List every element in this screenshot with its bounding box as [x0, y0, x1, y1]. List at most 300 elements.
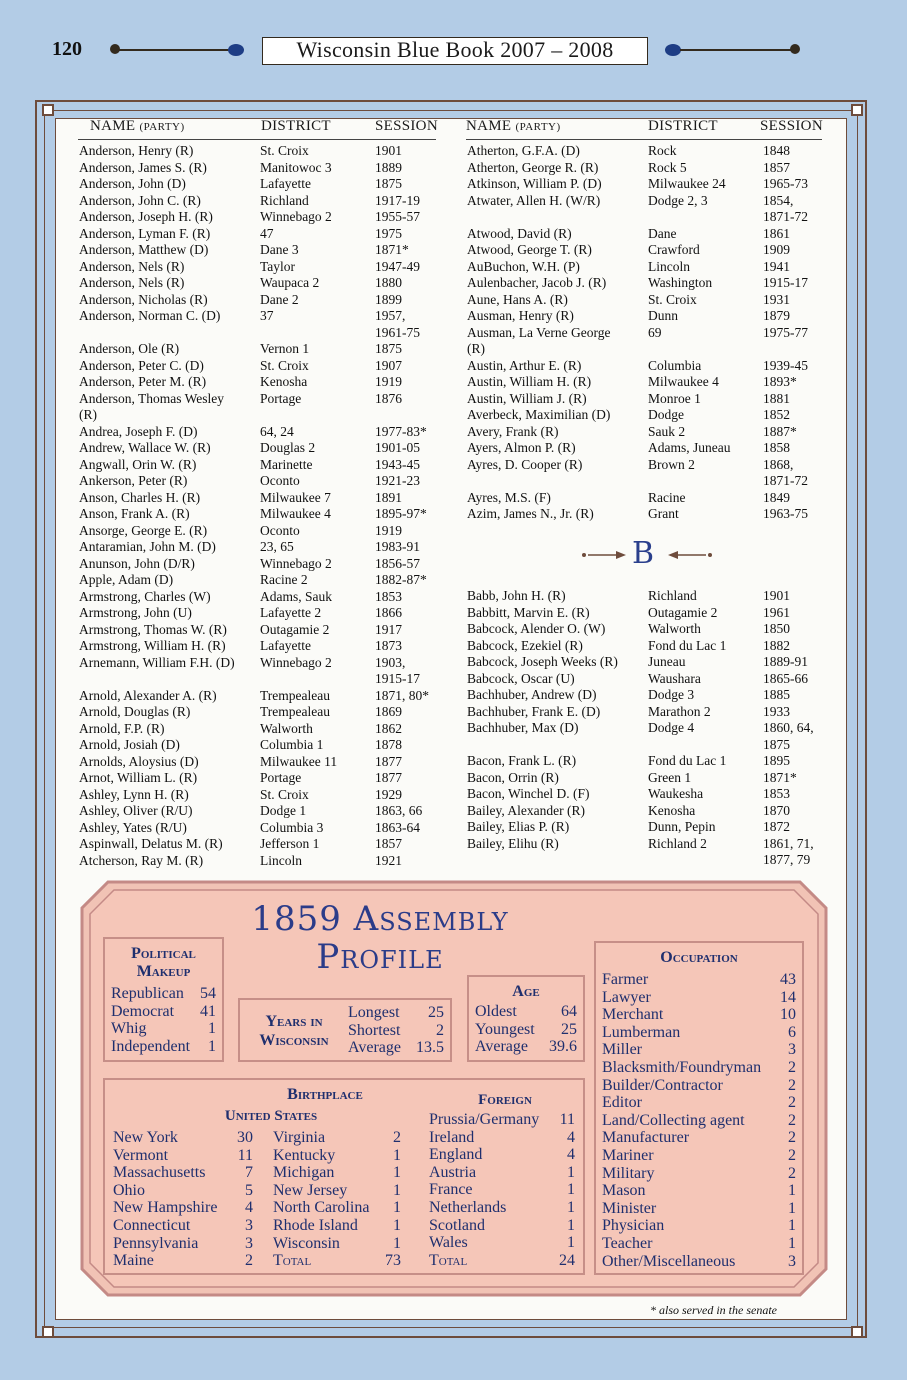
years-list: [348, 1004, 444, 1057]
cell-name: Ausman, La Verne George: [467, 324, 611, 340]
table-row: [79, 160, 459, 177]
cell-name: Armstrong, Charles (W): [79, 588, 211, 604]
cell-name: Arnold, F.P. (R): [79, 720, 165, 736]
cell-name: Ayres, M.S. (F): [467, 489, 551, 505]
cell-name: Babcock, Ezekiel (R): [467, 637, 583, 653]
cell-session: 1957,: [375, 308, 406, 323]
stat-row: [602, 1041, 796, 1059]
stat-value: 24: [559, 1251, 575, 1269]
table-row: [467, 803, 837, 820]
stat-label: Longest: [348, 1004, 400, 1021]
stat-value: 1: [393, 1181, 401, 1199]
table-row: [79, 704, 459, 721]
cell-name: Andrea, Joseph F. (D): [79, 423, 198, 439]
cell-district: Dunn, Pepin: [648, 819, 716, 834]
ornament-diamond: [665, 44, 681, 56]
stat-value: 10: [780, 1006, 796, 1024]
stat-label: Teacher: [602, 1234, 653, 1252]
frame-corner: [851, 1326, 863, 1338]
stat-value: 4: [245, 1199, 253, 1217]
cell-district: Lafayette 2: [260, 605, 322, 620]
cell-name: Atwater, Allen H. (W/R): [467, 192, 601, 208]
col-header-name: NAME (PARTY): [90, 118, 185, 134]
stat-row: [602, 1182, 796, 1200]
cell-session: 1854,: [763, 192, 794, 208]
political-makeup-box: [103, 937, 224, 1062]
stat-label: Editor: [602, 1094, 642, 1112]
cell-session: 1943-45: [375, 456, 420, 472]
cell-name: (R): [467, 341, 485, 356]
stat-row: [111, 1038, 216, 1056]
cell-name: Anson, Frank A. (R): [79, 506, 190, 521]
cell-session: 1961-75: [375, 324, 420, 340]
stat-label: Scotland: [429, 1216, 485, 1234]
cell-session: 1862: [375, 720, 402, 736]
cell-name: Arnot, William L. (R): [79, 770, 198, 785]
cell-session: 1871*: [763, 769, 797, 785]
stat-label: Connecticut: [113, 1216, 191, 1234]
cell-district: 37: [260, 308, 274, 323]
cell-session: 1933: [763, 703, 790, 719]
cell-session: 1915-17: [763, 275, 808, 290]
stat-row: [273, 1147, 401, 1165]
cell-name: (R): [79, 407, 97, 422]
cell-session: 1875: [375, 176, 402, 191]
table-row: [467, 193, 837, 210]
stat-row: [113, 1252, 253, 1270]
us-heading: United States: [224, 1108, 318, 1124]
cell-session: 1871-72: [763, 209, 808, 224]
cell-name: Armstrong, Thomas W. (R): [79, 621, 227, 637]
stat-value: 2: [788, 1058, 796, 1076]
cell-session: 1885: [763, 687, 790, 702]
stat-value: 1: [393, 1146, 401, 1164]
cell-name: Anderson, Thomas Wesley: [79, 390, 225, 406]
stat-value: 11: [559, 1111, 575, 1128]
stat-label: France: [429, 1181, 473, 1199]
cell-name: Anderson, Lyman F. (R): [79, 225, 211, 241]
table-row: [467, 292, 837, 309]
table-row: [467, 770, 837, 787]
foreign-list: [429, 1111, 575, 1269]
cell-session: 1929: [375, 786, 402, 802]
cell-name: Ashley, Oliver (R/U): [79, 803, 193, 818]
table-row: [79, 193, 459, 210]
table-row: [79, 407, 459, 424]
stat-row: [111, 985, 216, 1003]
age-list: [475, 1003, 577, 1056]
table-row: [467, 852, 837, 869]
cell-district: 64, 24: [260, 423, 294, 439]
cell-session: 1882: [763, 637, 790, 653]
cell-session: 1858: [763, 440, 790, 455]
cell-name: Bailey, Alexander (R): [467, 802, 585, 818]
stat-row: [429, 1111, 575, 1129]
cell-name: Arnold, Douglas (R): [79, 704, 191, 719]
cell-session: 1939-45: [763, 357, 808, 373]
stat-row: [348, 1022, 444, 1040]
stat-label: Other/Miscellaneous: [602, 1252, 736, 1270]
cell-district: Walworth: [648, 621, 701, 636]
section-letter: B: [632, 536, 655, 571]
cell-district: Portage: [260, 770, 302, 785]
col-header-session: SESSION: [760, 118, 823, 134]
cell-name: Aune, Hans A. (R): [467, 291, 568, 307]
cell-session: 1882-87*: [375, 572, 427, 587]
years-box: [238, 998, 452, 1062]
table-row: [79, 473, 459, 490]
stat-label: Virginia: [273, 1129, 326, 1146]
stat-label: Maine: [113, 1252, 154, 1270]
cell-district: Dodge: [648, 407, 684, 422]
table-row: [79, 325, 459, 342]
cell-district: Fond du Lac 1: [648, 637, 727, 653]
cell-name: Apple, Adam (D): [79, 572, 174, 587]
stat-value: 1: [567, 1216, 575, 1234]
cell-district: Waupaca 2: [260, 275, 320, 290]
stat-label: North Carolina: [273, 1199, 370, 1217]
frame-corner: [42, 1326, 54, 1338]
cell-name: Ashley, Lynn H. (R): [79, 786, 189, 802]
book-title: Wisconsin Blue Book 2007 – 2008: [262, 37, 648, 65]
table-row: [79, 572, 459, 589]
cell-district: Waushara: [648, 670, 701, 686]
cell-district: Grant: [648, 506, 679, 521]
cell-district: Dane 2: [260, 291, 299, 307]
stat-row: [429, 1164, 575, 1182]
cell-district: Richland: [648, 588, 697, 603]
table-row: [467, 506, 837, 523]
members-table-right-a: [467, 143, 837, 523]
stat-row: [475, 1038, 577, 1056]
stat-row: [113, 1147, 253, 1165]
table-row: [467, 374, 837, 391]
stat-value: 1: [567, 1163, 575, 1181]
table-row: [79, 737, 459, 754]
stat-value: 1: [567, 1181, 575, 1199]
table-row: [79, 853, 459, 870]
cell-district: Racine: [648, 489, 686, 505]
occupation-heading: Occupation: [660, 949, 738, 966]
cell-district: Crawford: [648, 242, 700, 257]
stat-value: 43: [780, 971, 796, 988]
stat-row: [602, 1165, 796, 1183]
stat-label: Lawyer: [602, 988, 651, 1006]
stat-value: 1: [208, 1020, 216, 1038]
table-row: [467, 143, 837, 160]
stat-row: [602, 1147, 796, 1165]
cell-district: Trempealeau: [260, 704, 330, 719]
table-row: [79, 341, 459, 358]
stat-label: Minister: [602, 1199, 657, 1217]
cell-name: Ashley, Yates (R/U): [79, 819, 187, 835]
cell-session: 1907: [375, 357, 402, 373]
cell-session: 1868,: [763, 456, 794, 472]
stat-row: [429, 1234, 575, 1252]
stat-row: [113, 1235, 253, 1253]
cell-session: 1861: [763, 225, 790, 241]
stat-label: Land/Collecting agent: [602, 1111, 745, 1129]
cell-session: 1899: [375, 291, 402, 307]
stat-label: Michigan: [273, 1164, 335, 1182]
cell-name: Austin, Arthur E. (R): [467, 357, 582, 373]
cell-name: Arnemann, William F.H. (D): [79, 654, 235, 670]
stat-row: [475, 1003, 577, 1021]
cell-session: 1871*: [375, 242, 409, 257]
table-row: [467, 737, 837, 754]
table-row: [467, 308, 837, 325]
frame-corner: [42, 104, 54, 116]
stat-label: Kentucky: [273, 1146, 336, 1164]
table-row: [79, 292, 459, 309]
stat-label: Shortest: [348, 1021, 401, 1039]
stat-value: 1: [393, 1216, 401, 1234]
stat-value: 1: [788, 1217, 796, 1235]
stat-value: 3: [245, 1216, 253, 1234]
stat-value: 25: [428, 1004, 444, 1021]
ornament-line: [118, 49, 230, 51]
stat-row: [273, 1164, 401, 1182]
cell-name: Aspinwall, Delatus M. (R): [79, 836, 223, 851]
stat-value: 1: [788, 1234, 796, 1252]
cell-name: Anderson, Joseph H. (R): [79, 209, 213, 224]
cell-session: 1877: [375, 753, 402, 769]
table-row: [79, 688, 459, 705]
cell-district: Rock 5: [648, 159, 687, 175]
cell-name: Anderson, Ole (R): [79, 341, 180, 356]
stat-label: Massachusetts: [113, 1164, 206, 1182]
table-row: [467, 605, 837, 622]
stat-value: 2: [245, 1252, 253, 1270]
cell-district: Walworth: [260, 720, 313, 736]
cell-district: Milwaukee 4: [260, 506, 331, 521]
stat-label: Manufacturer: [602, 1129, 690, 1147]
stat-value: 11: [237, 1146, 253, 1164]
cell-district: Winnebago 2: [260, 654, 332, 670]
cell-session: 1880: [375, 275, 402, 290]
cell-district: Brown 2: [648, 456, 695, 472]
cell-session: 1865-66: [763, 670, 808, 686]
table-row: [79, 770, 459, 787]
stat-label: Total: [429, 1251, 468, 1269]
frame-corner: [851, 104, 863, 116]
stat-value: 4: [567, 1146, 575, 1164]
cell-name: Anderson, Matthew (D): [79, 242, 209, 257]
cell-district: Fond du Lac 1: [648, 753, 727, 768]
col-header-district: DISTRICT: [261, 118, 331, 134]
cell-session: 1919: [375, 522, 402, 538]
cell-name: Bacon, Orrin (R): [467, 769, 559, 785]
stat-value: 25: [561, 1020, 577, 1038]
header-rule: [78, 139, 436, 140]
table-row: [467, 687, 837, 704]
table-row: [79, 671, 459, 688]
table-row: [79, 787, 459, 804]
cell-session: 1919: [375, 374, 402, 389]
stat-row: [602, 1235, 796, 1253]
cell-name: Anderson, Peter M. (R): [79, 374, 207, 389]
cell-district: Milwaukee 11: [260, 753, 338, 769]
cell-name: Bachhuber, Andrew (D): [467, 687, 597, 702]
cell-name: Atwood, George T. (R): [467, 242, 592, 257]
table-row: [467, 358, 837, 375]
table-row: [467, 209, 837, 226]
stat-row: [475, 1021, 577, 1039]
cell-session: 1961: [763, 604, 790, 620]
cell-district: Marinette: [260, 456, 313, 472]
table-row: [467, 275, 837, 292]
cell-name: Babcock, Alender O. (W): [467, 621, 606, 636]
table-row: [79, 226, 459, 243]
cell-name: Anson, Charles H. (R): [79, 489, 201, 505]
stat-value: 2: [788, 1146, 796, 1164]
cell-session: 1909: [763, 242, 790, 257]
stat-label: Vermont: [113, 1146, 169, 1164]
stat-value: 14: [780, 988, 796, 1006]
stat-value: 7: [245, 1164, 253, 1182]
cell-district: St. Croix: [260, 357, 309, 373]
stat-value: 2: [788, 1164, 796, 1182]
cell-session: 1903,: [375, 654, 406, 670]
cell-session: 1877, 79: [763, 852, 811, 867]
stat-row: [111, 1020, 216, 1038]
table-row: [467, 341, 837, 358]
cell-name: Bachhuber, Frank E. (D): [467, 703, 601, 719]
table-row: [467, 391, 837, 408]
table-row: [79, 143, 459, 160]
stat-row: [602, 989, 796, 1007]
cell-district: Manitowoc 3: [260, 159, 332, 175]
stat-row: [273, 1252, 401, 1270]
stat-label: Independent: [111, 1037, 191, 1055]
cell-district: Taylor: [260, 258, 296, 274]
cell-session: 1853: [763, 786, 790, 801]
years-heading: Years in Wisconsin: [259, 1013, 329, 1049]
cell-name: Atherton, G.F.A. (D): [467, 143, 580, 158]
table-row: [79, 424, 459, 441]
cell-district: Richland 2: [648, 835, 707, 851]
cell-name: Ayers, Almon P. (R): [467, 440, 576, 455]
cell-session: 1853: [375, 588, 402, 604]
cell-name: Anderson, John (D): [79, 176, 186, 191]
cell-session: 1872: [763, 819, 790, 834]
table-row: [467, 176, 837, 193]
cell-name: Arnold, Alexander A. (R): [79, 687, 217, 703]
cell-session: 1861, 71,: [763, 835, 814, 851]
cell-session: 1917-19: [375, 192, 420, 208]
table-row: [467, 588, 837, 605]
cell-session: 1891: [375, 489, 402, 505]
cell-name: Atcherson, Ray M. (R): [79, 852, 204, 868]
table-row: [467, 457, 837, 474]
cell-district: Outagamie 2: [260, 621, 330, 637]
stat-value: 73: [385, 1252, 401, 1270]
cell-name: Bachhuber, Max (D): [467, 720, 579, 735]
cell-district: Kenosha: [648, 802, 696, 818]
birthplace-box: [103, 1078, 585, 1275]
table-row: [79, 638, 459, 655]
cell-session: 1857: [375, 836, 402, 851]
cell-district: Vernon 1: [260, 341, 310, 356]
members-table-left: [79, 143, 459, 869]
stat-label: Netherlands: [429, 1198, 507, 1216]
cell-name: Anderson, Nels (R): [79, 258, 185, 274]
cell-session: 1856-57: [375, 555, 420, 571]
foreign-heading: Foreign: [478, 1092, 532, 1108]
cell-district: St. Croix: [260, 786, 309, 802]
stat-label: Mariner: [602, 1146, 654, 1164]
table-row: [79, 374, 459, 391]
table-row: [467, 671, 837, 688]
table-row: [467, 720, 837, 737]
stat-label: Lumberman: [602, 1023, 681, 1041]
cell-name: Ankerson, Peter (R): [79, 473, 188, 488]
profile-title: 1859 Assembly Profile: [251, 899, 509, 977]
stat-row: [348, 1004, 444, 1022]
stat-value: 41: [200, 1002, 216, 1020]
stat-label: Mason: [602, 1182, 646, 1200]
page-number: 120: [52, 38, 82, 60]
stat-row: [273, 1235, 401, 1253]
stat-value: 39.6: [549, 1038, 577, 1056]
us-list-2: [273, 1129, 401, 1270]
cell-session: 1857: [763, 159, 790, 175]
cell-district: Adams, Juneau: [648, 440, 731, 455]
stat-label: Wales: [429, 1234, 468, 1252]
table-row: [467, 440, 837, 457]
cell-session: 1852: [763, 407, 790, 422]
stat-row: [113, 1164, 253, 1182]
cell-session: 1901-05: [375, 440, 420, 455]
stat-row: [113, 1217, 253, 1235]
political-list: [111, 985, 216, 1055]
stat-value: 1: [567, 1234, 575, 1252]
ornament-line: [680, 49, 792, 51]
stat-value: 2: [788, 1094, 796, 1112]
stat-row: [602, 1006, 796, 1024]
cell-district: Milwaukee 7: [260, 489, 331, 505]
cell-session: 1893*: [763, 374, 797, 389]
stat-label: Whig: [111, 1020, 147, 1038]
stat-label: Wisconsin: [273, 1234, 340, 1252]
cell-district: Jefferson 1: [260, 836, 320, 851]
stat-row: [348, 1039, 444, 1057]
cell-district: Milwaukee 4: [648, 374, 719, 389]
table-row: [467, 325, 837, 342]
section-divider: [580, 536, 714, 571]
stat-row: [429, 1146, 575, 1164]
cell-district: Rock: [648, 143, 677, 158]
cell-district: Adams, Sauk: [260, 588, 332, 604]
stat-row: [602, 1059, 796, 1077]
cell-session: 1875: [375, 341, 402, 356]
stat-row: [113, 1199, 253, 1217]
cell-district: Marathon 2: [648, 703, 711, 719]
birthplace-heading: Birthplace: [287, 1086, 363, 1103]
cell-district: 69: [648, 324, 662, 340]
stat-label: Miller: [602, 1041, 642, 1059]
cell-district: Oconto: [260, 522, 300, 538]
cell-district: Sauk 2: [648, 423, 686, 439]
col-header-name: NAME (PARTY): [466, 118, 561, 134]
ornament-diamond: [228, 44, 244, 56]
cell-name: Arnolds, Aloysius (D): [79, 753, 199, 769]
cell-name: Ayres, D. Cooper (R): [467, 456, 583, 472]
cell-session: 1860, 64,: [763, 720, 814, 735]
table-row: [79, 358, 459, 375]
cell-district: Winnebago 2: [260, 209, 332, 224]
stat-value: 13.5: [416, 1039, 444, 1057]
